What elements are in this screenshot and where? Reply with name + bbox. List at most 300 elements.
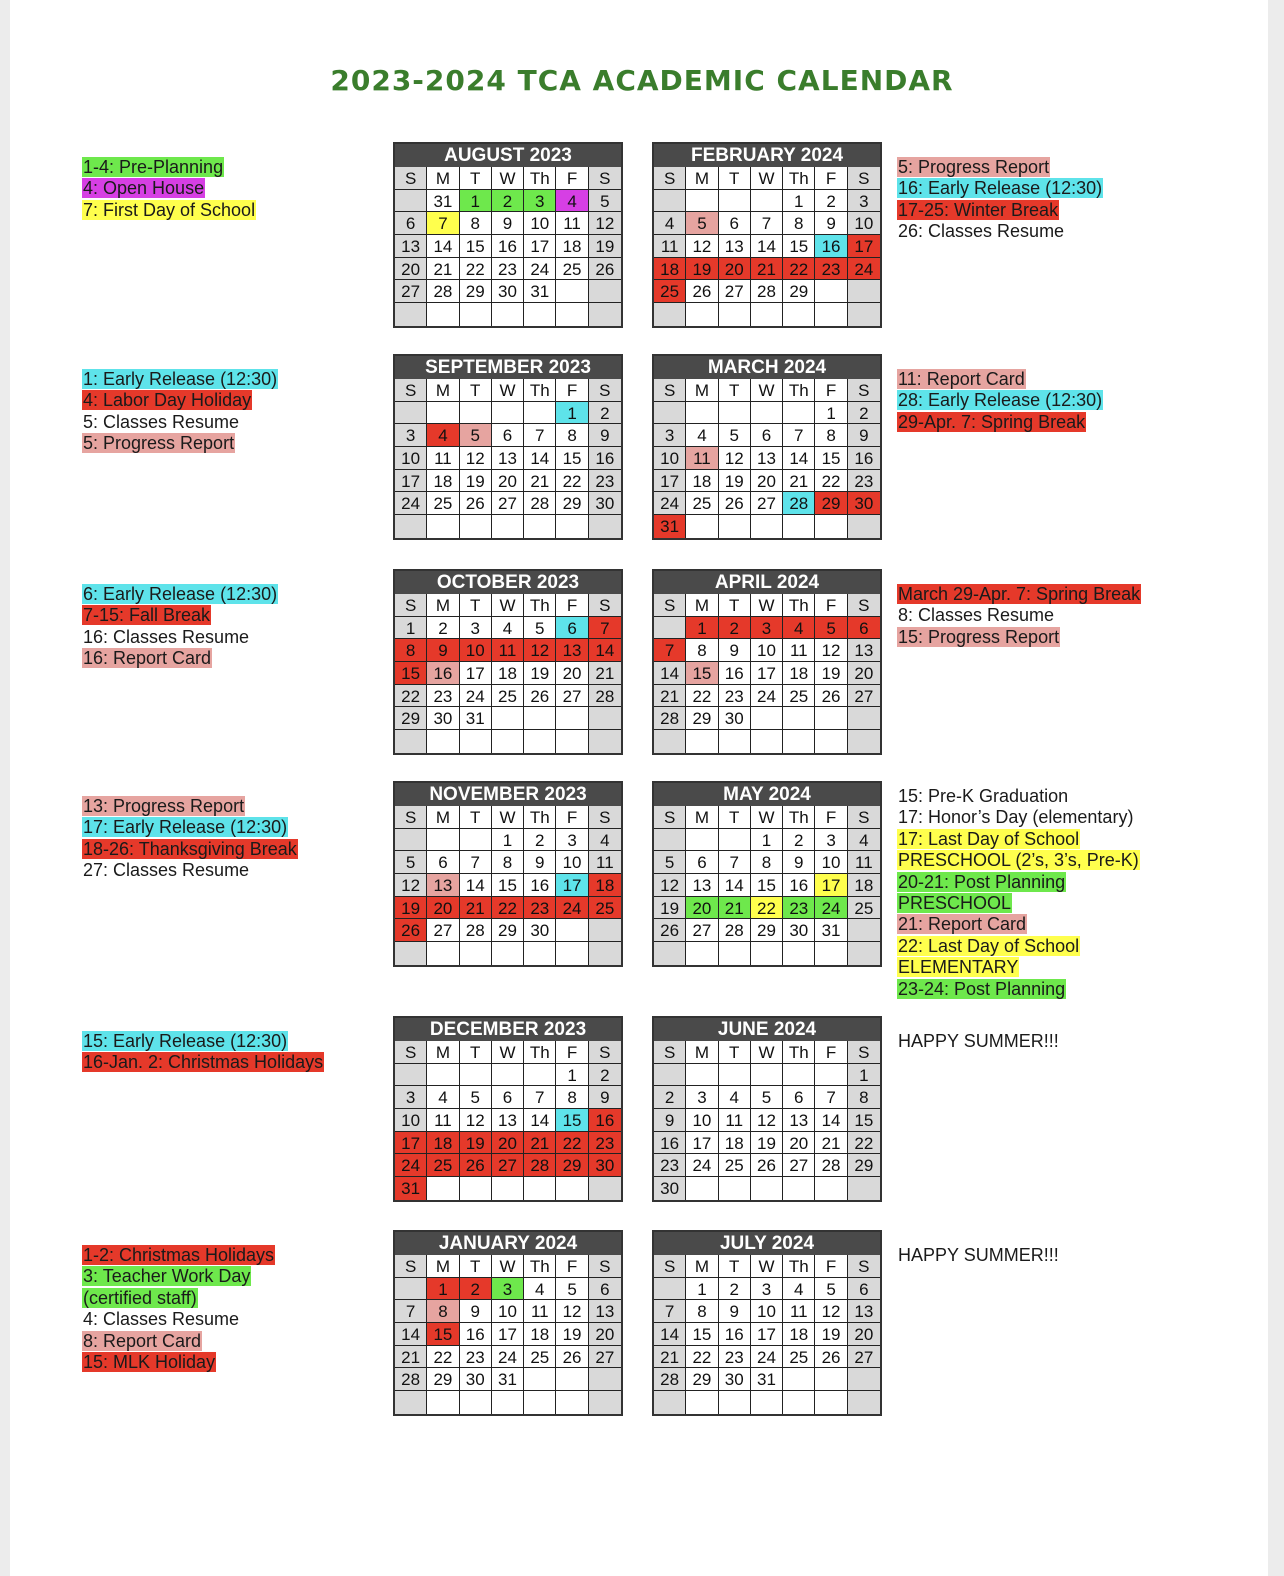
day-cell: 18 — [492, 662, 524, 685]
empty-cell — [751, 515, 783, 538]
day-cell: 23 — [427, 685, 459, 708]
day-cell: 18 — [524, 1323, 556, 1346]
note-text: 1-4: Pre-Planning — [83, 157, 224, 177]
weekday-header: S — [589, 594, 621, 617]
weekday-header: S — [395, 1255, 427, 1278]
empty-cell — [524, 730, 556, 753]
weekday-header: T — [460, 167, 492, 190]
day-cell: 10 — [815, 851, 847, 874]
empty-cell — [719, 829, 751, 852]
note-text: 4: Labor Day Holiday — [83, 390, 252, 411]
weekday-header: Th — [783, 806, 815, 829]
note-text: 11: Report Card — [898, 369, 1025, 389]
day-cell: 4 — [686, 424, 718, 447]
left-notes — [82, 157, 382, 221]
day-cell: 13 — [492, 1109, 524, 1132]
day-cell: 19 — [589, 235, 621, 258]
day-cell: 4 — [719, 1086, 751, 1109]
day-cell: 22 — [815, 470, 847, 493]
day-cell: 28 — [589, 685, 621, 708]
day-cell: 19 — [654, 897, 686, 920]
day-cell: 16 — [654, 1132, 686, 1155]
note-line — [82, 1266, 382, 1287]
empty-cell — [686, 402, 718, 425]
note-text: 1: Early Release (12:30) — [83, 369, 278, 389]
empty-cell — [492, 402, 524, 425]
note-text: 17: Last Day of School — [898, 828, 1080, 849]
day-cell: 7 — [654, 1300, 686, 1323]
day-cell: 13 — [751, 447, 783, 470]
note-text: 5: Classes Resume — [83, 411, 240, 432]
note-line — [897, 957, 1197, 978]
day-cell: 2 — [783, 829, 815, 852]
month-grid — [395, 594, 621, 753]
day-cell: 8 — [460, 212, 492, 235]
day-cell: 6 — [783, 1086, 815, 1109]
empty-cell — [589, 1368, 621, 1391]
weekday-header: T — [460, 1041, 492, 1064]
note-line — [897, 1245, 1197, 1266]
note-line — [82, 412, 382, 433]
month-grid — [654, 1041, 880, 1200]
day-cell: 30 — [719, 707, 751, 730]
day-cell: 12 — [556, 1300, 588, 1323]
day-cell: 24 — [686, 1154, 718, 1177]
empty-cell — [654, 1064, 686, 1087]
day-cell: 25 — [427, 1154, 459, 1177]
day-cell: 17 — [492, 1323, 524, 1346]
empty-cell — [719, 402, 751, 425]
day-cell: 20 — [783, 1132, 815, 1155]
day-cell: 10 — [751, 639, 783, 662]
day-cell: 3 — [848, 190, 880, 213]
weekday-header: T — [460, 379, 492, 402]
empty-cell — [460, 1064, 492, 1087]
weekday-header: T — [460, 594, 492, 617]
day-cell: 14 — [783, 447, 815, 470]
weekday-header: M — [686, 806, 718, 829]
day-cell: 7 — [815, 1086, 847, 1109]
note-text: 21: Report Card — [898, 914, 1027, 935]
day-cell: 30 — [524, 919, 556, 942]
empty-cell — [848, 730, 880, 753]
day-cell: 2 — [815, 190, 847, 213]
weekday-header: S — [848, 1041, 880, 1064]
empty-cell — [492, 303, 524, 326]
empty-cell — [556, 1177, 588, 1200]
day-cell: 27 — [751, 492, 783, 515]
left-notes — [82, 584, 382, 670]
day-cell: 17 — [556, 874, 588, 897]
month-calendar — [393, 569, 623, 755]
month-grid — [654, 1255, 880, 1414]
empty-cell — [783, 1064, 815, 1087]
day-cell: 26 — [815, 1346, 847, 1369]
day-cell: 17 — [395, 470, 427, 493]
day-cell: 21 — [395, 1346, 427, 1369]
day-cell: 21 — [460, 897, 492, 920]
weekday-header: W — [751, 594, 783, 617]
day-cell: 5 — [524, 617, 556, 640]
day-cell: 12 — [815, 639, 847, 662]
note-text: HAPPY SUMMER!!! — [898, 1031, 1059, 1051]
month-calendar — [652, 781, 882, 967]
note-line — [897, 178, 1197, 199]
note-text: 8: Report Card — [83, 1330, 202, 1351]
weekday-header: W — [751, 1041, 783, 1064]
month-grid — [395, 806, 621, 965]
empty-cell — [848, 303, 880, 326]
note-text: 7-15: Fall Break — [83, 605, 211, 626]
day-cell: 30 — [848, 492, 880, 515]
day-cell: 2 — [589, 1064, 621, 1087]
day-cell: 14 — [815, 1109, 847, 1132]
month-title: MAY 2024 — [654, 783, 880, 806]
weekday-header: M — [427, 167, 459, 190]
month-title: FEBRUARY 2024 — [654, 144, 880, 167]
weekday-header: Th — [524, 1255, 556, 1278]
day-cell: 3 — [556, 829, 588, 852]
empty-cell — [719, 730, 751, 753]
weekday-header: S — [654, 806, 686, 829]
empty-cell — [460, 1177, 492, 1200]
day-cell: 6 — [556, 617, 588, 640]
day-cell: 12 — [751, 1109, 783, 1132]
day-cell: 8 — [492, 851, 524, 874]
note-line — [82, 178, 382, 199]
day-cell: 7 — [524, 1086, 556, 1109]
day-cell: 11 — [524, 1300, 556, 1323]
note-line — [82, 1288, 382, 1309]
note-text: PRESCHOOL (2’s, 3’s, Pre-K) — [898, 850, 1139, 871]
day-cell: 10 — [751, 1300, 783, 1323]
day-cell: 18 — [556, 235, 588, 258]
weekday-header: M — [686, 1041, 718, 1064]
weekday-header: T — [719, 167, 751, 190]
month-calendar — [652, 1230, 882, 1416]
note-line — [897, 584, 1197, 605]
empty-cell — [589, 1177, 621, 1200]
day-cell: 21 — [589, 662, 621, 685]
left-notes — [82, 1031, 382, 1074]
day-cell: 14 — [719, 874, 751, 897]
day-cell: 28 — [524, 492, 556, 515]
day-cell: 27 — [848, 685, 880, 708]
weekday-header: T — [719, 806, 751, 829]
empty-cell — [395, 190, 427, 213]
empty-cell — [815, 1064, 847, 1087]
note-text: PRESCHOOL — [898, 893, 1012, 914]
note-line — [82, 584, 382, 605]
day-cell: 15 — [492, 874, 524, 897]
note-line — [897, 936, 1197, 957]
weekday-header: W — [751, 379, 783, 402]
weekday-header: F — [815, 806, 847, 829]
empty-cell — [524, 303, 556, 326]
empty-cell — [686, 190, 718, 213]
day-cell: 28 — [654, 1368, 686, 1391]
weekday-header: W — [492, 167, 524, 190]
empty-cell — [783, 515, 815, 538]
note-line — [897, 872, 1197, 893]
day-cell: 9 — [589, 1086, 621, 1109]
empty-cell — [427, 1391, 459, 1414]
note-line — [82, 157, 382, 178]
note-text: ELEMENTARY — [898, 957, 1019, 978]
empty-cell — [556, 919, 588, 942]
day-cell: 13 — [719, 235, 751, 258]
day-cell: 24 — [556, 897, 588, 920]
empty-cell — [395, 1278, 427, 1301]
note-line — [82, 200, 382, 221]
month-calendar — [652, 1016, 882, 1202]
day-cell: 6 — [751, 424, 783, 447]
day-cell: 13 — [395, 235, 427, 258]
day-cell: 25 — [524, 1346, 556, 1369]
day-cell: 8 — [848, 1086, 880, 1109]
note-line — [82, 796, 382, 817]
note-text: 28: Early Release (12:30) — [898, 390, 1103, 411]
note-line — [897, 829, 1197, 850]
empty-cell — [427, 829, 459, 852]
empty-cell — [751, 707, 783, 730]
empty-cell — [751, 190, 783, 213]
day-cell: 24 — [395, 492, 427, 515]
day-cell: 26 — [815, 685, 847, 708]
day-cell: 1 — [492, 829, 524, 852]
day-cell: 29 — [815, 492, 847, 515]
day-cell: 25 — [492, 685, 524, 708]
day-cell: 9 — [524, 851, 556, 874]
day-cell: 2 — [427, 617, 459, 640]
day-cell: 10 — [524, 212, 556, 235]
weekday-header: T — [460, 1255, 492, 1278]
note-line — [82, 860, 382, 881]
empty-cell — [556, 942, 588, 965]
weekday-header: Th — [524, 806, 556, 829]
weekday-header: S — [654, 379, 686, 402]
day-cell: 23 — [589, 470, 621, 493]
note-line — [82, 390, 382, 411]
day-cell: 10 — [395, 1109, 427, 1132]
empty-cell — [654, 402, 686, 425]
day-cell: 20 — [848, 1323, 880, 1346]
empty-cell — [395, 515, 427, 538]
day-cell: 23 — [848, 470, 880, 493]
day-cell: 8 — [556, 424, 588, 447]
day-cell: 16 — [427, 662, 459, 685]
day-cell: 25 — [686, 492, 718, 515]
empty-cell — [524, 1064, 556, 1087]
month-calendar — [393, 142, 623, 328]
day-cell: 20 — [589, 1323, 621, 1346]
day-cell: 29 — [556, 1154, 588, 1177]
day-cell: 26 — [751, 1154, 783, 1177]
day-cell: 18 — [848, 874, 880, 897]
day-cell: 22 — [848, 1132, 880, 1155]
day-cell: 9 — [783, 851, 815, 874]
day-cell: 12 — [589, 212, 621, 235]
day-cell: 30 — [492, 280, 524, 303]
empty-cell — [686, 1177, 718, 1200]
day-cell: 3 — [395, 424, 427, 447]
empty-cell — [524, 1177, 556, 1200]
weekday-header: S — [848, 806, 880, 829]
day-cell: 8 — [751, 851, 783, 874]
day-cell: 31 — [751, 1368, 783, 1391]
weekday-header: F — [815, 1255, 847, 1278]
day-cell: 4 — [427, 1086, 459, 1109]
day-cell: 28 — [719, 919, 751, 942]
day-cell: 28 — [751, 280, 783, 303]
weekday-header: S — [395, 594, 427, 617]
day-cell: 29 — [686, 1368, 718, 1391]
empty-cell — [556, 1368, 588, 1391]
day-cell: 17 — [460, 662, 492, 685]
empty-cell — [492, 730, 524, 753]
empty-cell — [556, 1391, 588, 1414]
weekday-header: F — [556, 1255, 588, 1278]
day-cell: 18 — [654, 258, 686, 281]
day-cell: 14 — [427, 235, 459, 258]
day-cell: 1 — [783, 190, 815, 213]
day-cell: 26 — [556, 1346, 588, 1369]
weekday-header: Th — [783, 1041, 815, 1064]
weekday-header: M — [686, 1255, 718, 1278]
day-cell: 23 — [589, 1132, 621, 1155]
empty-cell — [589, 919, 621, 942]
month-grid — [654, 594, 880, 753]
day-cell: 26 — [589, 258, 621, 281]
empty-cell — [654, 942, 686, 965]
day-cell: 21 — [783, 470, 815, 493]
day-cell: 22 — [686, 1346, 718, 1369]
day-cell: 12 — [815, 1300, 847, 1323]
weekday-header: Th — [524, 167, 556, 190]
right-notes — [897, 369, 1197, 433]
day-cell: 12 — [654, 874, 686, 897]
day-cell: 24 — [654, 492, 686, 515]
weekday-header: M — [427, 594, 459, 617]
day-cell: 4 — [654, 212, 686, 235]
day-cell: 22 — [395, 685, 427, 708]
day-cell: 15 — [556, 1109, 588, 1132]
note-line — [82, 1245, 382, 1266]
day-cell: 30 — [460, 1368, 492, 1391]
day-cell: 16 — [815, 235, 847, 258]
day-cell: 6 — [492, 424, 524, 447]
weekday-header: S — [395, 379, 427, 402]
empty-cell — [460, 303, 492, 326]
note-line — [897, 850, 1197, 871]
day-cell: 20 — [492, 470, 524, 493]
day-cell: 16 — [589, 447, 621, 470]
empty-cell — [589, 942, 621, 965]
day-cell: 15 — [556, 447, 588, 470]
weekday-header: T — [719, 379, 751, 402]
day-cell: 22 — [556, 1132, 588, 1155]
note-line — [897, 200, 1197, 221]
day-cell: 8 — [395, 639, 427, 662]
day-cell: 26 — [719, 492, 751, 515]
weekday-header: M — [427, 1255, 459, 1278]
day-cell: 6 — [848, 1278, 880, 1301]
empty-cell — [492, 942, 524, 965]
day-cell: 15 — [427, 1323, 459, 1346]
day-cell: 29 — [460, 280, 492, 303]
note-line — [82, 627, 382, 648]
day-cell: 19 — [524, 662, 556, 685]
empty-cell — [848, 280, 880, 303]
day-cell: 25 — [783, 685, 815, 708]
day-cell: 16 — [719, 1323, 751, 1346]
note-text: 5: Progress Report — [83, 433, 235, 454]
day-cell: 9 — [492, 212, 524, 235]
empty-cell — [556, 730, 588, 753]
weekday-header: S — [395, 167, 427, 190]
day-cell: 1 — [815, 402, 847, 425]
empty-cell — [686, 303, 718, 326]
note-text: 16: Early Release (12:30) — [898, 178, 1103, 199]
note-text: 5: Progress Report — [898, 157, 1050, 177]
day-cell: 15 — [848, 1109, 880, 1132]
day-cell: 25 — [589, 897, 621, 920]
day-cell: 1 — [686, 617, 718, 640]
empty-cell — [751, 1177, 783, 1200]
empty-cell — [751, 402, 783, 425]
empty-cell — [751, 1391, 783, 1414]
weekday-header: W — [492, 806, 524, 829]
empty-cell — [815, 1391, 847, 1414]
day-cell: 2 — [524, 829, 556, 852]
month-calendar — [393, 781, 623, 967]
weekday-header: S — [589, 1041, 621, 1064]
empty-cell — [395, 1391, 427, 1414]
month-calendar — [652, 569, 882, 755]
day-cell: 3 — [654, 424, 686, 447]
day-cell: 23 — [719, 1346, 751, 1369]
day-cell: 16 — [589, 1109, 621, 1132]
day-cell: 7 — [719, 851, 751, 874]
weekday-header: Th — [524, 594, 556, 617]
day-cell: 29 — [751, 919, 783, 942]
day-cell: 8 — [686, 1300, 718, 1323]
day-cell: 31 — [460, 707, 492, 730]
day-cell: 11 — [719, 1109, 751, 1132]
day-cell: 1 — [686, 1278, 718, 1301]
note-text: 7: First Day of School — [83, 199, 256, 220]
right-notes — [897, 1031, 1197, 1052]
day-cell: 24 — [395, 1154, 427, 1177]
left-notes — [82, 369, 382, 455]
weekday-header: Th — [524, 379, 556, 402]
empty-cell — [589, 1391, 621, 1414]
day-cell: 23 — [783, 897, 815, 920]
note-text: 26: Classes Resume — [898, 221, 1065, 242]
note-line — [897, 914, 1197, 935]
weekday-header: S — [848, 1255, 880, 1278]
day-cell: 23 — [492, 258, 524, 281]
day-cell: 28 — [395, 1368, 427, 1391]
empty-cell — [524, 1368, 556, 1391]
empty-cell — [848, 1391, 880, 1414]
right-notes — [897, 1245, 1197, 1266]
day-cell: 4 — [848, 829, 880, 852]
day-cell: 21 — [427, 258, 459, 281]
empty-cell — [460, 730, 492, 753]
day-cell: 11 — [783, 639, 815, 662]
empty-cell — [556, 707, 588, 730]
